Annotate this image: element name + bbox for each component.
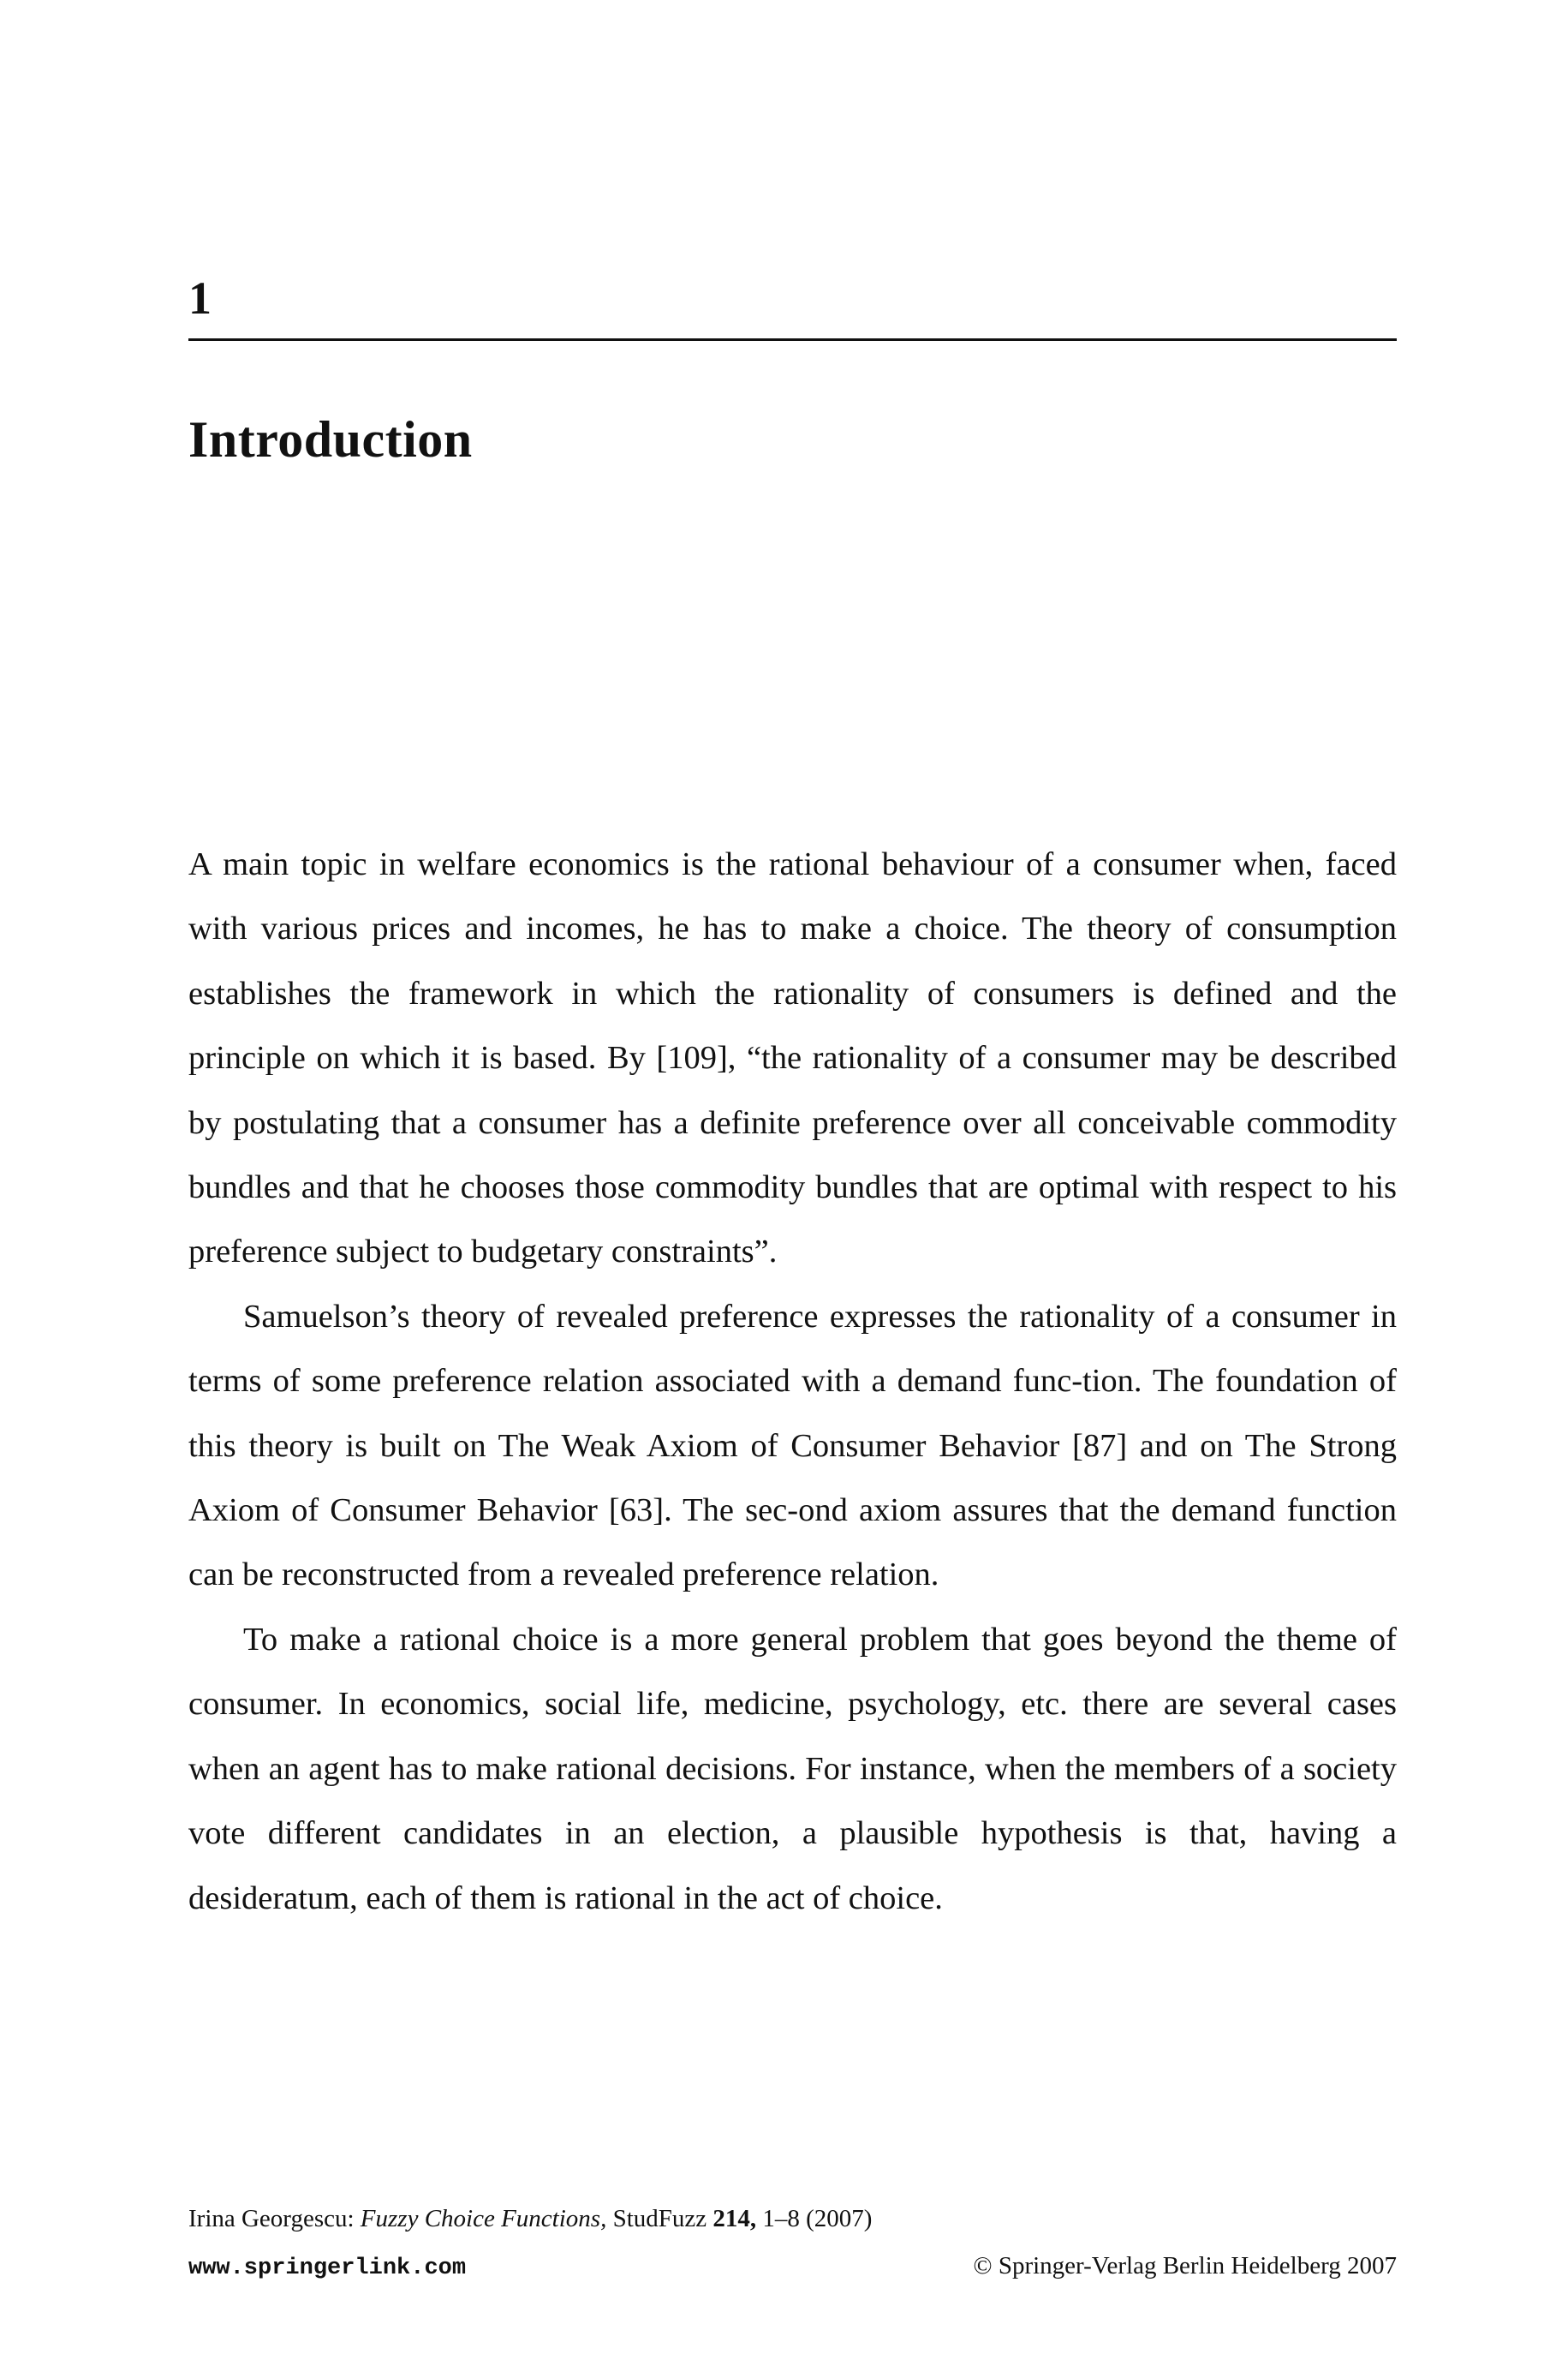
copyright-notice: © Springer-Verlag Berlin Heidelberg 2007	[973, 2252, 1397, 2279]
publisher-footer	[188, 2250, 1397, 2284]
chapter-number: 1	[188, 272, 212, 324]
citation-footer	[188, 2203, 1397, 2234]
footer-volume: 214,	[712, 2205, 757, 2232]
chapter-rule	[188, 338, 1397, 341]
body-text	[188, 833, 1397, 1931]
footer-author: Irina Georgescu:	[188, 2205, 355, 2232]
footer-pages-year: 1–8 (2007)	[762, 2205, 873, 2232]
paragraph-1: A main topic in welfare economics is the rational behaviour of a consumer when, faced with various prices and incomes, he has to make a choice. The theory of consumption establishes the framework in which the rationality of consumers is defined and the principle on which it is based. By [109], “the rationality of a consumer may be described by postulating that a consumer has a definite preference over all conceivable commodity bundles and that he chooses those commodity bundles that are optimal with respect to his preference subject to budgetary constraints”.	[188, 846, 1397, 1270]
footer-book-title: Fuzzy Choice Functions,	[360, 2205, 607, 2232]
footer-series: StudFuzz	[612, 2205, 707, 2232]
paragraph-3: To make a rational choice is a more general problem that goes beyond the theme of consumer. In economics, social life, medicine, psychology, etc. there are several cases when an agent has to make rational decisions. For instance, when the members of a society vote different candidates in an election, a plausible hypothesis is that, having a desideratum, each of them is rational in the act of choice.	[188, 1621, 1397, 1916]
publisher-url[interactable]: www.springerlink.com	[188, 2256, 467, 2281]
paragraph-2: Samuelson’s theory of revealed preference expresses the rationality of a consumer in terms of some preference relation associated with a demand func-tion. The foundation of this theory is built on The Weak Axiom of Consumer Behavior [87] and on The Strong Axiom of Consumer Behavior [63]. The sec-ond axiom assures that the demand function can be reconstructed from a revealed preference relation.	[188, 1298, 1397, 1593]
chapter-title: Introduction	[188, 411, 473, 468]
